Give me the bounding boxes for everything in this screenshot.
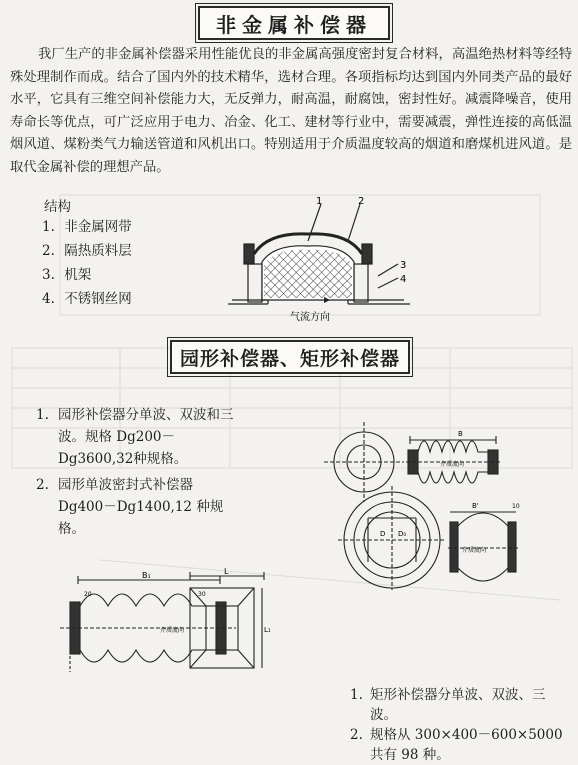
- dim-label-b: B: [458, 430, 463, 438]
- callout-2: 2: [358, 196, 365, 207]
- item-number: 1.: [42, 219, 55, 235]
- item-text: 园形单波密封式补偿器 Dg400－Dg1400,12 种规格。: [58, 477, 224, 537]
- dim-label-b1: B₁: [142, 571, 151, 580]
- medium-flow-label-2: 介质流向: [462, 547, 487, 554]
- item-number: 2.: [36, 477, 49, 493]
- structure-heading: 结构: [44, 199, 71, 215]
- dim-label-10: 10: [512, 503, 520, 510]
- dim-label-l: L: [224, 567, 229, 576]
- dim-label-30: 30: [198, 591, 206, 598]
- structure-item: [42, 239, 132, 263]
- callout-1: 1: [316, 196, 323, 207]
- structure-item: [42, 263, 132, 287]
- item-number: 4.: [42, 291, 55, 307]
- structure-diagram: [228, 196, 418, 326]
- callout-3: 3: [400, 260, 407, 271]
- dim-label-d0: D₀: [398, 530, 407, 538]
- round-item: [36, 404, 236, 470]
- section1-title: 非金属补偿器: [198, 6, 390, 40]
- section2-title: 园形补偿器、矩形补偿器: [170, 340, 410, 374]
- structure-item: [42, 215, 132, 239]
- flow-direction-label: 气流方向: [290, 312, 330, 323]
- round-compensator-drawings: [320, 400, 576, 590]
- rect-compensator-list: [350, 685, 572, 765]
- rect-item: [350, 685, 572, 725]
- rect-compensator-end-drawing: [180, 566, 276, 676]
- item-text: 园形补偿器分单波、双波和三波。规格 Dg200－Dg3600,32种规格。: [58, 407, 234, 467]
- item-number: 3.: [42, 267, 55, 283]
- item-text: 非金属网带: [64, 219, 132, 235]
- medium-flow-label-3: 介质流向: [160, 627, 185, 634]
- intro-paragraph: 我厂生产的非金属补偿器采用性能优良的非金属高强度密封复合材料，高温绝热材料等经特殊处理制作而成。结合了国内外的技术精华，选材合理。各项指标均达到国内外同类产品的最好水平，它具有三维空间补偿能力大，无反弹力，耐高温，耐腐蚀，密封性好。减震降噪音，使用寿命长等优点，可广泛应用于电力、冶金、化工、建材等行业中，需要减震，弹性连接的高低温烟风道、煤粉类气力输送管道和风机出口。特别适用于介质温度较高的烟道和磨煤机进风道。是取代金属补偿的理想产品。: [10, 47, 572, 175]
- round-compensator-list: [36, 404, 236, 544]
- item-number: 1.: [36, 407, 49, 423]
- dim-label-d: D: [380, 530, 386, 538]
- dim-label-l1: L₁: [264, 626, 271, 634]
- item-text: 矩形补偿器分单波、双波、三波。: [370, 687, 546, 723]
- item-number: 2.: [42, 243, 55, 259]
- item-text: 隔热质料层: [64, 243, 132, 259]
- medium-flow-label: 介质流向: [440, 461, 465, 468]
- item-text: 机架: [64, 267, 92, 283]
- callout-4: 4: [400, 274, 407, 285]
- item-number: 2.: [350, 727, 363, 743]
- structure-list: [42, 215, 132, 311]
- item-text: 不锈钢丝网: [64, 291, 132, 307]
- item-number: 1.: [350, 687, 363, 703]
- structure-item: [42, 287, 132, 311]
- dim-label-b-prime: B': [472, 502, 479, 510]
- round-item: [36, 474, 236, 540]
- dim-label-20: 20: [84, 591, 92, 598]
- item-text: 规格从 300×400－600×5000 共有 98 种。: [370, 727, 563, 763]
- rect-item: [350, 725, 572, 765]
